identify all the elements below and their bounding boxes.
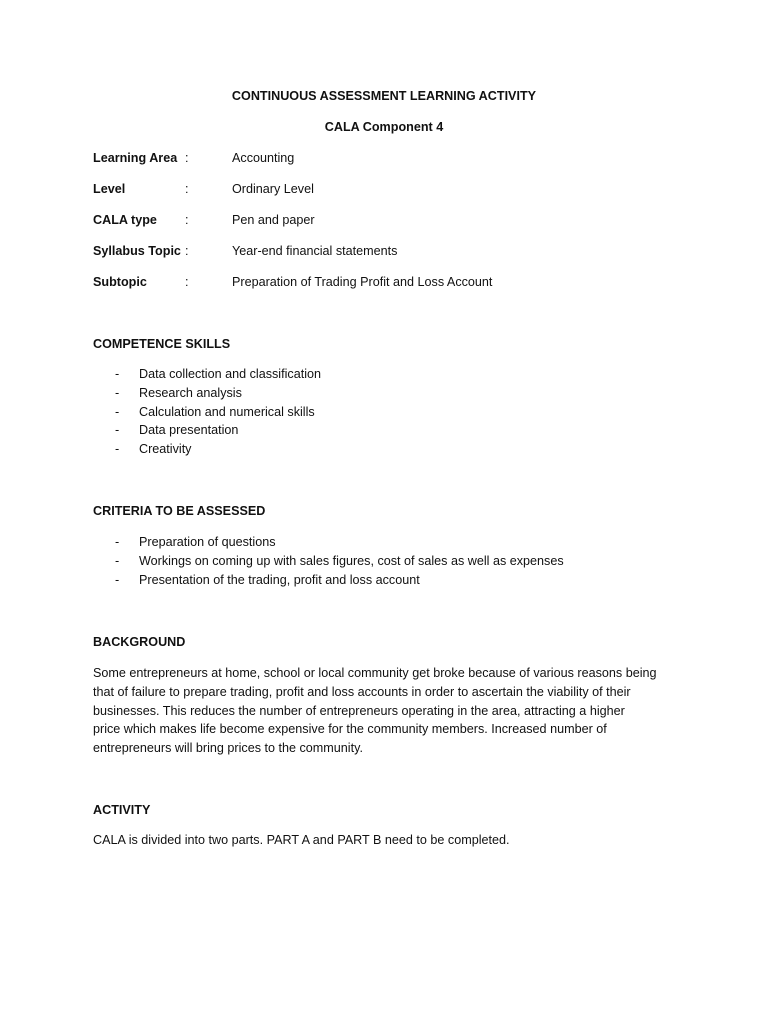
criteria-heading: CRITERIA TO BE ASSESSED xyxy=(93,504,266,518)
info-label: Learning Area xyxy=(93,151,178,165)
list-item-text: Research analysis xyxy=(139,385,242,400)
activity-heading: ACTIVITY xyxy=(93,803,151,817)
info-colon: : xyxy=(185,213,189,227)
document-title: CONTINUOUS ASSESSMENT LEARNING ACTIVITY xyxy=(231,89,537,103)
paragraph-line: Some entrepreneurs at home, school or local community get broke because of various reasons being xyxy=(93,666,657,680)
info-value: Pen and paper xyxy=(232,213,315,227)
bullet-dash: - xyxy=(115,404,120,419)
bullet-dash: - xyxy=(115,385,120,400)
info-colon: : xyxy=(185,182,189,196)
paragraph-line: price which makes life become expensive for the community members. Increased number of xyxy=(93,722,607,737)
paragraph-line: businesses. This reduces the number of entrepreneurs operating in the area, attracting a higher xyxy=(93,703,625,718)
paragraph-line: entrepreneurs will bring prices to the community. xyxy=(93,741,363,756)
bullet-dash: - xyxy=(115,535,120,549)
bullet-dash: - xyxy=(115,442,120,457)
activity-text: CALA is divided into two parts. PART A and PART B need to be completed. xyxy=(93,833,510,847)
info-label: Level xyxy=(93,182,126,196)
list-item-text: Calculation and numerical skills xyxy=(139,404,315,419)
competence-heading: COMPETENCE SKILLS xyxy=(93,337,231,351)
bullet-dash: - xyxy=(115,423,120,438)
list-item-text: Data presentation xyxy=(139,423,239,438)
list-item-text: Creativity xyxy=(139,442,192,457)
bullet-dash: - xyxy=(115,572,120,587)
info-colon: : xyxy=(185,275,189,289)
paragraph-line: that of failure to prepare trading, profit and loss accounts in order to ascertain the viability of their xyxy=(93,684,631,699)
background-heading: BACKGROUND xyxy=(93,635,186,649)
list-item-text: Data collection and classification xyxy=(139,367,322,381)
bullet-dash: - xyxy=(115,553,120,568)
info-colon: : xyxy=(185,244,189,258)
info-label: CALA type xyxy=(93,213,157,227)
background-paragraph xyxy=(93,664,683,758)
info-colon: : xyxy=(185,151,189,165)
list-item-text: Workings on coming up with sales figures, cost of sales as well as expenses xyxy=(139,553,564,568)
document-subtitle: CALA Component 4 xyxy=(324,120,444,134)
info-value: Preparation of Trading Profit and Loss Account xyxy=(232,275,493,289)
info-label: Syllabus Topic xyxy=(93,244,181,258)
info-value: Accounting xyxy=(232,151,295,165)
bullet-dash: - xyxy=(115,367,120,381)
info-value: Ordinary Level xyxy=(232,182,314,196)
info-value: Year-end financial statements xyxy=(232,244,398,258)
info-label: Subtopic xyxy=(93,275,147,289)
list-item-text: Presentation of the trading, profit and loss account xyxy=(139,572,420,587)
list-item-text: Preparation of questions xyxy=(139,535,276,549)
